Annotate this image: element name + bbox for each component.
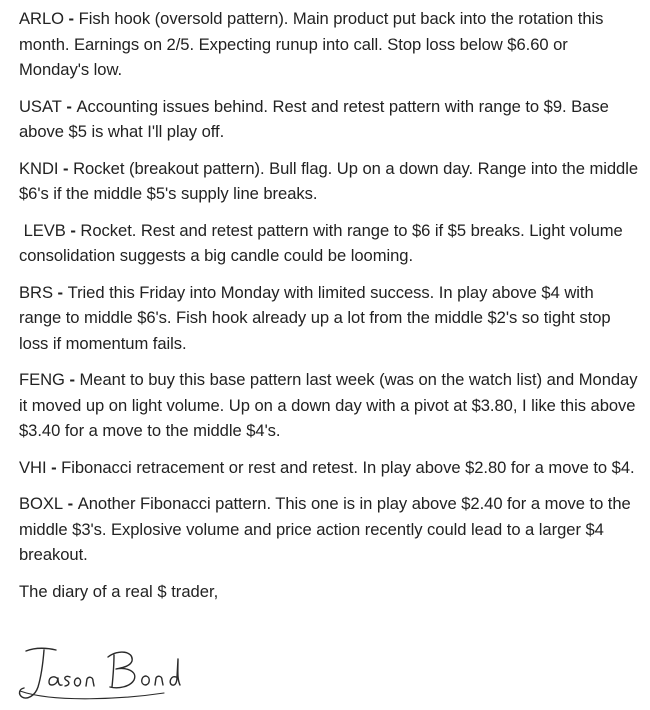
signoff-text: The diary of a real $ trader,: [19, 581, 219, 601]
ticker-separator: -: [65, 220, 81, 240]
ticker-separator: -: [64, 9, 79, 28]
ticker-separator: -: [46, 457, 62, 477]
entry-levb: [19, 218, 640, 269]
entry-text: Rocket. Rest and retest pattern with range to $6 if $5 breaks. Light volume consolidation suggests a big candle could be looming.: [19, 220, 628, 265]
entry-arlo: [19, 6, 640, 83]
ticker-separator: -: [61, 96, 77, 116]
entry-text: Accounting issues behind. Rest and retest pattern with range to $9. Base above $5 is what I'll play off.: [19, 96, 609, 141]
entry-brs: [19, 280, 640, 357]
entry-text: Fibonacci retracement or rest and retest. In play above $2.80 for a move to $4.: [61, 457, 635, 477]
entry-text: Another Fibonacci pattern. This one is in play above $2.40 for a move to the middle $3's. Explosive volume and price action recently could lead to a larger $4 breakout.: [19, 494, 631, 564]
ticker-separator: -: [58, 158, 74, 178]
ticker-separator: -: [64, 370, 80, 389]
ticker-label: LEVB: [19, 220, 66, 240]
ticker-separator: -: [52, 282, 68, 302]
entry-text: Fish hook (oversold pattern). Main product put back into the rotation this month. Earnings on 2/5. Expecting runup into call. Stop loss below $6.60 or Monday's low.: [19, 9, 604, 79]
entry-text: Meant to buy this base pattern last week (was on the watch list) and Monday it moved up on light volume. Up on a down day with a pivot at $3.80, I like this above $3.40 for a move to the middle $4's.: [19, 370, 638, 440]
ticker-label: BRS: [19, 282, 53, 302]
ticker-label: FENG: [19, 370, 65, 389]
ticker-label: ARLO: [19, 9, 64, 28]
entry-vhi: [19, 455, 640, 481]
signature-image: [14, 643, 204, 705]
ticker-separator: -: [63, 494, 78, 513]
ticker-label: KNDI: [19, 158, 59, 178]
entry-usat: [19, 94, 640, 145]
entry-text: Tried this Friday into Monday with limited success. In play above $4 with range to middle $6's. Fish hook already up a lot from the middle $2's so tight stop loss if momentum fails.: [19, 282, 611, 353]
entry-kndi: [19, 156, 640, 207]
ticker-label: BOXL: [19, 494, 64, 513]
entry-boxl: [19, 491, 640, 568]
ticker-label: VHI: [19, 457, 47, 477]
ticker-label: USAT: [19, 96, 62, 116]
entry-feng: [19, 367, 640, 444]
entry-text: Rocket (breakout pattern). Bull flag. Up on a down day. Range into the middle $6's if the middle $5's supply line breaks.: [19, 158, 639, 203]
